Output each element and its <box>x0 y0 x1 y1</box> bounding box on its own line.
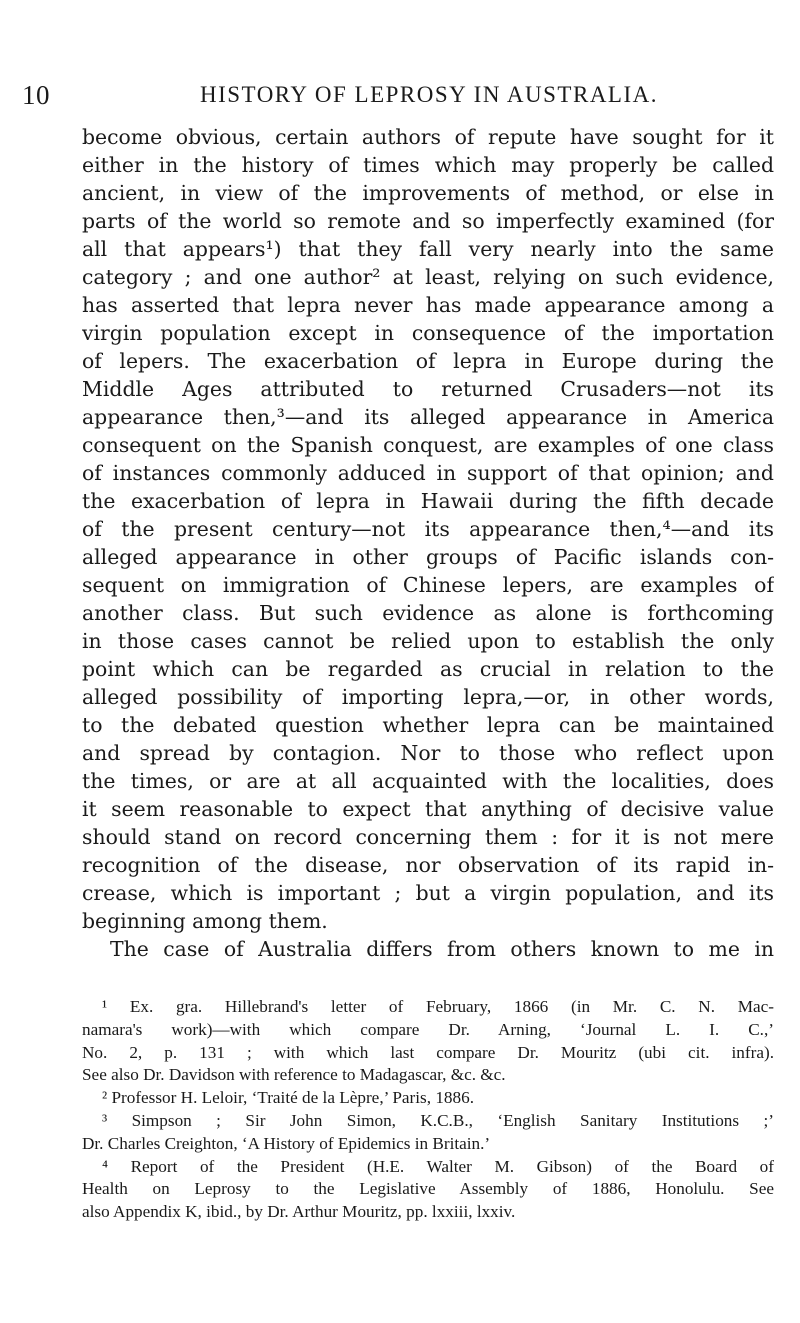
text-line: ancient, in view of the improvements of method, or else in <box>82 181 774 205</box>
text-line: The case of Australia differs from others known to me in <box>110 937 774 961</box>
footnotes <box>82 996 774 1224</box>
text-line: parts of the world so remote and so imperfectly examined (for <box>82 209 774 233</box>
text-line: of instances commonly adduced in support of that opinion; and <box>82 461 774 485</box>
footnote-line: Dr. Charles Creighton, ‘A History of Epidemics in Britain.’ <box>82 1133 491 1153</box>
text-line: all that appears¹) that they fall very nearly into the same <box>82 237 774 261</box>
text-line: in those cases cannot be relied upon to establish the only <box>82 629 774 653</box>
text-line: it seem reasonable to expect that anything of decisive value <box>82 797 774 821</box>
text-line: should stand on record concerning them : for it is not mere <box>82 825 774 849</box>
text-line: Middle Ages attributed to returned Crusaders—not its <box>82 377 774 401</box>
footnote-line: ² Professor H. Leloir, ‘Traité de la Lèpre,’ Paris, 1886. <box>102 1088 474 1108</box>
text-line: appearance then,³—and its alleged appearance in America <box>82 405 774 429</box>
text-line: consequent on the Spanish conquest, are examples of one class <box>82 433 774 457</box>
text-line: of lepers. The exacerbation of lepra in Europe during the <box>82 349 774 373</box>
page-number: 10 <box>22 80 50 110</box>
running-title: HISTORY OF LEPROSY IN AUSTRALIA. <box>200 82 659 107</box>
footnote-line: also Appendix K, ibid., by Dr. Arthur Mouritz, pp. lxxiii, lxxiv. <box>82 1202 516 1222</box>
text-line: either in the history of times which may properly be called <box>82 153 774 177</box>
text-line: recognition of the disease, nor observation of its rapid in- <box>82 853 774 877</box>
text-line: point which can be regarded as crucial in relation to the <box>82 657 774 681</box>
text-line: category ; and one author² at least, relying on such evidence, <box>82 265 774 289</box>
text-line: the exacerbation of lepra in Hawaii during the fifth decade <box>82 489 774 513</box>
running-header <box>22 80 760 114</box>
text-line: alleged appearance in other groups of Pacific islands con- <box>82 545 774 569</box>
main-text <box>82 123 774 963</box>
text-line: to the debated question whether lepra can be maintained <box>82 713 774 737</box>
text-line: and spread by contagion. Nor to those who reflect upon <box>82 741 774 765</box>
footnote-line: ⁴ Report of the President (H.E. Walter M. Gibson) of the Board of <box>102 1156 774 1176</box>
text-line: beginning among them. <box>82 909 328 933</box>
footnote-line: ¹ Ex. gra. Hillebrand's letter of February, 1866 (in Mr. C. N. Mac- <box>102 997 774 1016</box>
text-line: crease, which is important ; but a virgin population, and its <box>82 881 774 905</box>
text-line: become obvious, certain authors of repute have sought for it <box>82 125 774 149</box>
footnote-line: Health on Leprosy to the Legislative Assembly of 1886, Honolulu. See <box>82 1179 774 1199</box>
footnote-line: See also Dr. Davidson with reference to Madagascar, &c. &c. <box>82 1065 506 1085</box>
text-line: the times, or are at all acquainted with the localities, does <box>82 769 774 793</box>
footnote-line: ³ Simpson ; Sir John Simon, K.C.B., ‘English Sanitary Institutions ;’ <box>102 1110 774 1130</box>
text-line: of the present century—not its appearance then,⁴—and its <box>82 517 774 541</box>
text-line: virgin population except in consequence of the importation <box>82 321 774 345</box>
footnote-line: No. 2, p. 131 ; with which last compare Dr. Mouritz (ubi cit. infra). <box>82 1042 774 1062</box>
text-line: another class. But such evidence as alone is forthcoming <box>82 601 774 625</box>
text-line: sequent on immigration of Chinese lepers, are examples of <box>82 573 774 597</box>
text-line: has asserted that lepra never has made appearance among a <box>82 293 774 317</box>
footnote-line: namara's work)—with which compare Dr. Arning, ‘Journal L. I. C.,’ <box>82 1019 774 1039</box>
text-line: alleged possibility of importing lepra,—or, in other words, <box>82 685 774 709</box>
